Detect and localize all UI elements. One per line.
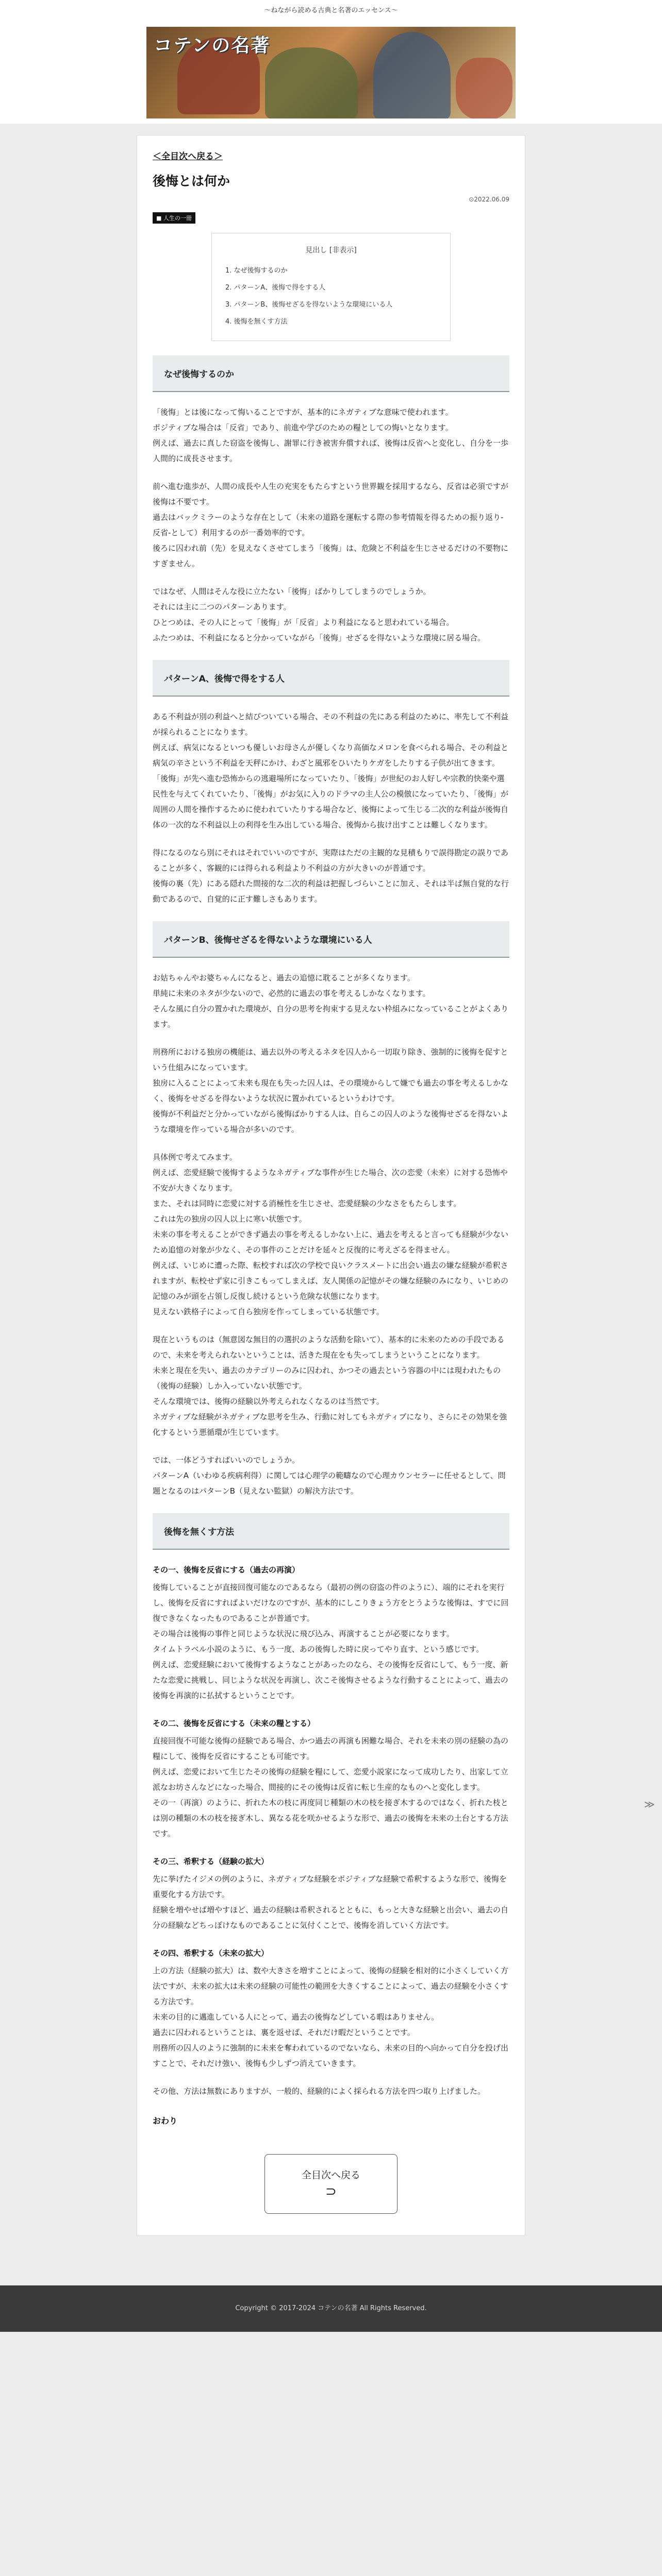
site-banner[interactable] [146,27,516,118]
post-date [153,196,509,203]
subsection-title: その四、希釈する（未来の拡大） [153,1948,269,1958]
banner-art-figure [456,58,512,118]
table-of-contents [211,233,451,341]
banner-art-figure [265,47,358,118]
toc-item[interactable]: 4. 後悔を無くす方法 [225,318,288,326]
back-button-label: 全目次へ戻る [301,2170,360,2181]
subsection-title: その三、希釈する（経験の拡大） [153,1857,269,1866]
toc-list [225,262,437,330]
section-remove-regret [153,1513,509,2099]
section-pattern-a [153,660,509,907]
return-arrow-icon: ⊃ [325,2184,337,2199]
section-pattern-b [153,921,509,1499]
ending-text: おわり [153,2116,178,2126]
copyright-text: Copyright © 2017-2024 コテンの名著 All Rights Reserved. [235,2304,427,2312]
back-to-index-button[interactable] [264,2154,398,2214]
scroll-to-top-icon[interactable]: ≫ [644,1798,655,1810]
logo-text-main: コテンの [154,35,231,56]
paragraph: 「後悔」とは後になって悔いることですが、基本的にネガティブな意味で使われます。 ポジティブな場合は「反省」であり、前進や学びのための糧としての悔いとなります。 例えば、過去に真した窃盗を後悔し、謝罪に行き被害弁償すれば、後悔は反省へと変化し、自分を一歩人間的に成長させます。 [153,408,509,463]
paragraph: 前へ進む進歩が、人間の成長や人生の充実をもたらすという世界観を採用するなら、反省は必須ですが後悔は不要です。 過去はバックミラーのような存在として（未来の道路を運転する際の参考情報を得るための振り返り-反省-として）利用するのが一番効率的です。 後ろに囚われ前（先）を見えなくさせてしまう「後悔」は、危険と不利益を生じさせるだけの不要物にすぎません。 [153,482,509,568]
category-badge[interactable] [153,212,195,224]
paragraph: 刑務所における独房の機能は、過去以外の考えるネタを囚人から一切取り除き、強制的に後悔を促すという仕組みになっています。 独房に入ることによって未来も現在も失った囚人は、その環境からして嫌でも過去の事を考えるしかなく、後悔をせざるを得ないような状況に置かれているというわけです。 後悔が不利益だと分かっていながら後悔ばかりする人は、自らこの囚人のような後悔せざるを得ないような環境を作っている場合が多いのです。 [153,1047,509,1134]
paragraph: 得になるのなら別にそれはそれでいいのですが、実際はただの主観的な見積もりで誤得勘定の誤りであることが多く、客観的には得られる利益より不利益の方が大きいのが普通です。 後悔の裏（先）にある隠れた間接的な二次的利益は把握しづらいことに加え、それは半ば無自覚的な行動であるので、自覚的に正す難しさもあります。 [153,848,509,904]
subsection-title: その一、後悔を反省にする（過去の再演） [153,1565,300,1574]
article [137,135,525,2236]
logo-text-end: 名著 [231,35,271,56]
paragraph: ある不利益が別の利益へと結びついている場合、その不利益の先にある利益のために、率先して不利益が採られることになります。 例えば、病気になるといつも優しいお母さんが優しくなり高価なメロンを食べられる場合、その利益と病気の辛さという不利益を天秤にかけ、わざと風邪をひいたりケガをしたりする子供が出てきます。 「後悔」が先へ進む恐怖からの逃避場所になっていたり、「後悔」が世紀のお人好しや宗教的快楽や選民性を与えてくれていたり、「後悔」がお気に入りのドラマの主人公の模倣になっていたり、「後悔」が周囲の人間を操作するために使われていたりする場合など、後悔によって生じる二次的な利益が後悔自体の一次的な不利益以上の利得を生み出している場合、後悔から抜け出すことは難しくなります。 [153,712,509,829]
paragraph: ではなぜ、人間はそんな役に立たない「後悔」ばかりしてしまうのでしょうか。 それには主に二つのパターンあります。 ひとつめは、その人にとって「後悔」が「反省」より利益になると思われている場合。 ふたつめは、不利益になると分かっていながら「後悔」せざるを得ないような環境に居る場合。 [153,587,486,642]
clock-icon: ⊙ [469,196,474,203]
toc-title[interactable]: 見出し [非表示] [305,246,357,255]
banner-art-figure [373,32,451,118]
toc-item[interactable]: 1. なぜ後悔するのか [225,267,288,275]
section-why-regret [153,355,509,646]
post-date-text: 2022.06.09 [474,196,509,203]
site-footer [0,2285,662,2332]
toc-item[interactable]: 2. パターンA、後悔で得をする人 [225,284,326,292]
paragraph: 現在というものは（無意図な無目的の選択のような活動を除いて）、基本的に未来のための手段であるので、未来を考えられないということは、活きた現在をも失ってしまうということになります。 未来と現在を失い、過去のカテゴリーのみに囚われ、かつその過去という容器の中には現われたもの（後悔の経験）しか入っていない状態です。 そんな環境では、後悔の経験以外考えられなくなるのは当然です。 ネガティブな経験がネガティブな思考を生み、行動に対してもネガティブになり、さらにその効果を強化するという悪循環が生じています。 [153,1335,507,1437]
paragraph: では、一体どうすればいいのでしょうか。 パターンA（いわゆる疾病利得）に関しては心理学の範疇なので心理カウンセラーに任せるとして、問題となるのはパターンB（見えない監獄）の解決方法です。 [153,1455,506,1496]
toc-item[interactable]: 3. パターンB、後悔せざるを得ないような環境にいる人 [225,301,393,309]
site-tagline: 〜ねながら読める古典と名著のエッセンス〜 [264,7,398,14]
subsection-title: その二、後悔を反省にする（未来の糧とする） [153,1719,316,1728]
section-heading: 後悔を無くす方法 [153,1513,509,1550]
paragraph: 先に挙げたイジメの例のように、ネガティブな経験をポジティブな経験で希釈するような形で、後悔を重要化する方法です。 経験を増やせば増やすほど、過去の経験は希釈されるとともに、もっと大きな経験と出会い、過去の自分の経験などちっぽけなものであることに気付くことで、後悔を消していく方法です。 [153,1874,509,1930]
category-label: 人生の一冊 [163,215,192,222]
section-heading: パターンB、後悔せざるを得ないような環境にいる人 [153,921,509,958]
back-to-index-link[interactable]: ＜全目次へ戻る＞ [153,151,223,162]
folder-icon: ■ [156,215,162,222]
main-content [0,124,662,2285]
paragraph: 具体例で考えてみます。 例えば、恋愛経験で後悔するようなネガティブな事件が生じた場合、次の恋愛（未来）に対する恐怖や不安が大きくなります。 また、それは同時に恋愛に対する消極性を生じさせ、恋愛経験の少なさをもたらします。 これは先の独房の囚人以上に寒い状態です。 未来の事を考えることができず過去の事を考えるしかない上に、過去を考えると言っても経験が少ないため追憶の対象が少なく、その事件のことだけを延々と反復的に考えざるを得ません。 例えば、いじめに遭った際、転校すれば次の学校で良いクラスメートに出会い過去の嫌な経験が希釈されますが、転校せず家に引きこもってしまえば、友人関係の記憶がその嫌な経験のみになり、いじめの記憶のみが頭を占領し反復し続けるという危険な状態になります。 見えない鉄格子によって自ら独房を作ってしまっている状態です。 [153,1153,509,1316]
site-logo[interactable] [154,31,270,57]
paragraph: 後悔していることが直接回復可能なのであるなら（最初の例の窃盗の件のように）、端的にそれを実行し、後悔を反省にすればよいだけなのですが、基本的にしこりきょう方をとうような後悔は、すでに回復できなくなったものであることが普通です。 その場合は後悔の事件と同じような状況に飛び込み、再演することが必要になります。 タイムトラベル小説のように、もう一度、あの後悔した時に戻ってやり直す、という感じです。 例えば、恋愛経験において後悔するようなことがあったのなら、その後悔を反省にして、もう一度、新たな恋愛に挑戦し、同じような状況を再演し、次こそ後悔させるような行動することによって、過去の後悔を再演的に払拭するということです。 [153,1583,509,1700]
closing-paragraph: その他、方法は無数にありますが、一般的、経験的によく採られる方法を四つ取り上げました。 [153,2087,486,2096]
page-title: 後悔とは何か [153,174,230,189]
paragraph: 直接回復不可能な後悔の経験である場合、かつ過去の再演も困難な場合、それを未来の別の経験の為の糧にして、後悔を反省にすることも可能です。 例えば、恋愛において生じたその後悔の経験を糧にして、恋愛小説家になって成功したり、出家して立派なお坊さんなどになった場合、間接的にその後悔は反省に転じ生産的なものへと変化します。 その一（再演）のように、折れた木の枝に再度同じ種類の木の枝を接ぎ木するのではなく、折れた枝とは別の種類の木の枝を接ぎ木し、異なる花を咲かせるような形で、過去の後悔を未来の土台とする方法です。 [153,1736,509,1838]
section-heading: パターンA、後悔で得をする人 [153,660,509,697]
paragraph: お姑ちゃんやお婆ちゃんになると、過去の追憶に耽ることが多くなります。 単純に未来のネタが少ないので、必然的に過去の事を考えるしかなくなります。 そんな風に自分の置かれた環境が、自分の思考を拘束する見えない枠組みになっていることがよくあります。 [153,973,509,1029]
section-heading: なぜ後悔するのか [153,355,509,392]
paragraph: 上の方法（経験の拡大）は、数や大きさを増すことによって、後悔の経験を相対的に小さくしていく方法ですが、未来の拡大は未来の経験の可能性の範囲を大きくすることによって、過去の経験を小さくする方法です。 未来の目的に邁進している人にとって、過去の後悔などしている暇はありません。 過去に囚われるということは、裏を返せば、それだけ暇だということです。 刑務所の囚人のように強制的に未来を奪われているのでないなら、未来の目的へ向かって自分を投げ出すことで、それだけ強い、後悔も少しずつ消えていきます。 [153,1966,509,2068]
site-header [0,0,662,124]
